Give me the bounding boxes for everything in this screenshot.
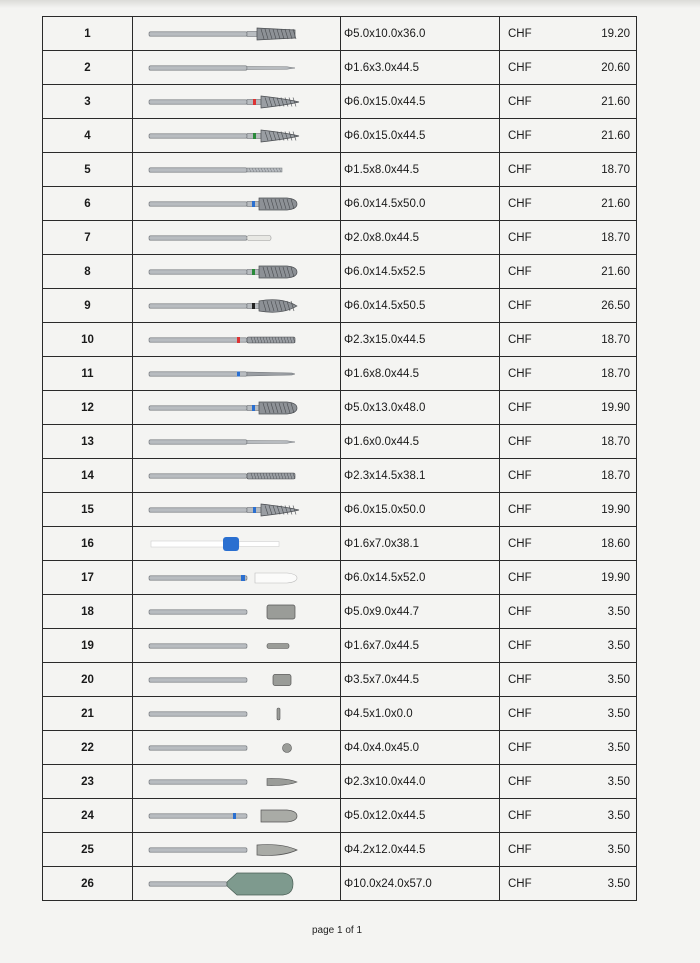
item-number: 23: [43, 765, 133, 799]
table-row: [43, 527, 637, 561]
price-value: 18.70: [601, 367, 630, 380]
bur-image: [137, 430, 337, 454]
shank: [149, 235, 247, 239]
bur-head: [282, 743, 291, 752]
item-number: 10: [43, 323, 133, 357]
shank: [149, 711, 247, 715]
scan-edge: [0, 0, 700, 8]
currency: CHF: [508, 775, 532, 788]
bur-image: [137, 872, 337, 896]
bur-head: [267, 605, 295, 619]
bur-head: [255, 573, 297, 583]
currency: CHF: [508, 231, 532, 244]
price-cell: [500, 153, 637, 187]
item-number: 26: [43, 867, 133, 901]
item-number: 14: [43, 459, 133, 493]
price-value: 3.50: [607, 741, 630, 754]
bur-head: [277, 708, 280, 720]
price-table: [42, 16, 637, 901]
table-row: [43, 323, 637, 357]
price-cell: [500, 425, 637, 459]
currency: CHF: [508, 877, 532, 890]
table-row: [43, 255, 637, 289]
price-value: 3.50: [607, 775, 630, 788]
shank: [149, 779, 247, 783]
price-value: 3.50: [607, 639, 630, 652]
shank: [149, 575, 247, 579]
shank: [149, 337, 247, 341]
item-number: 17: [43, 561, 133, 595]
item-dimensions: Φ1.6x7.0x38.1: [341, 527, 500, 561]
table-row: [43, 697, 637, 731]
product-image-cell: [133, 289, 341, 323]
bur-head: [267, 778, 297, 785]
bur-head: [247, 440, 295, 443]
currency: CHF: [508, 673, 532, 686]
bur-image: [137, 498, 337, 522]
color-ring: [253, 133, 256, 139]
currency: CHF: [508, 27, 532, 40]
bur-image: [137, 736, 337, 760]
bur-head: [247, 168, 282, 172]
item-number: 9: [43, 289, 133, 323]
bur-head: [273, 674, 291, 685]
item-number: 11: [43, 357, 133, 391]
price-value: 21.60: [601, 265, 630, 278]
table-row: [43, 629, 637, 663]
currency: CHF: [508, 401, 532, 414]
currency: CHF: [508, 843, 532, 856]
shank: [149, 133, 247, 137]
item-dimensions: Φ1.6x0.0x44.5: [341, 425, 500, 459]
bur-image: [137, 464, 337, 488]
item-dimensions: Φ4.2x12.0x44.5: [341, 833, 500, 867]
product-image-cell: [133, 697, 341, 731]
bur-head: [247, 337, 295, 343]
shank: [149, 303, 247, 307]
shank: [149, 473, 247, 477]
bur-head: [247, 66, 295, 69]
bur-image: [137, 770, 337, 794]
currency: CHF: [508, 333, 532, 346]
product-image-cell: [133, 731, 341, 765]
item-dimensions: Φ6.0x15.0x50.0: [341, 493, 500, 527]
product-image-cell: [133, 595, 341, 629]
item-dimensions: Φ2.3x14.5x38.1: [341, 459, 500, 493]
bur-image: [137, 532, 337, 556]
shank: [149, 99, 247, 103]
bur-head: [261, 810, 297, 822]
item-number: 13: [43, 425, 133, 459]
bur-image: [137, 702, 337, 726]
bur-head: [267, 643, 289, 648]
price-cell: [500, 187, 637, 221]
price-table-body: [43, 17, 637, 901]
price-value: 18.70: [601, 231, 630, 244]
price-value: 3.50: [607, 673, 630, 686]
price-cell: [500, 493, 637, 527]
product-image-cell: [133, 85, 341, 119]
table-row: [43, 391, 637, 425]
price-cell: [500, 799, 637, 833]
bur-image: [137, 804, 337, 828]
bur-head: [247, 473, 295, 479]
item-dimensions: Φ5.0x13.0x48.0: [341, 391, 500, 425]
price-cell: [500, 867, 637, 901]
product-image-cell: [133, 663, 341, 697]
item-number: 7: [43, 221, 133, 255]
currency: CHF: [508, 605, 532, 618]
price-cell: [500, 17, 637, 51]
item-number: 24: [43, 799, 133, 833]
price-cell: [500, 527, 637, 561]
price-value: 3.50: [607, 809, 630, 822]
currency: CHF: [508, 809, 532, 822]
shank: [149, 507, 247, 511]
product-image-cell: [133, 255, 341, 289]
item-number: 15: [43, 493, 133, 527]
shank: [149, 65, 247, 69]
price-cell: [500, 765, 637, 799]
price-cell: [500, 595, 637, 629]
price-cell: [500, 357, 637, 391]
price-cell: [500, 289, 637, 323]
table-row: [43, 357, 637, 391]
shank: [149, 677, 247, 681]
bur-image: [137, 260, 337, 284]
item-dimensions: Φ5.0x12.0x44.5: [341, 799, 500, 833]
price-value: 26.50: [601, 299, 630, 312]
product-image-cell: [133, 51, 341, 85]
currency: CHF: [508, 265, 532, 278]
currency: CHF: [508, 435, 532, 448]
color-ring: [237, 371, 240, 376]
item-dimensions: Φ6.0x14.5x50.0: [341, 187, 500, 221]
product-image-cell: [133, 561, 341, 595]
price-cell: [500, 561, 637, 595]
price-cell: [500, 459, 637, 493]
currency: CHF: [508, 197, 532, 210]
table-row: [43, 459, 637, 493]
shank: [149, 643, 247, 647]
bur-image: [137, 56, 337, 80]
table-row: [43, 187, 637, 221]
currency: CHF: [508, 95, 532, 108]
bur-image: [137, 668, 337, 692]
bur-image: [137, 294, 337, 318]
product-image-cell: [133, 765, 341, 799]
item-dimensions: Φ3.5x7.0x44.5: [341, 663, 500, 697]
bur-image: [137, 600, 337, 624]
bur-head: [151, 541, 279, 547]
item-dimensions: Φ4.0x4.0x45.0: [341, 731, 500, 765]
item-dimensions: Φ6.0x14.5x50.5: [341, 289, 500, 323]
currency: CHF: [508, 741, 532, 754]
color-ring: [237, 337, 240, 343]
item-dimensions: Φ5.0x10.0x36.0: [341, 17, 500, 51]
price-value: 19.20: [601, 27, 630, 40]
currency: CHF: [508, 163, 532, 176]
price-cell: [500, 697, 637, 731]
price-value: 19.90: [601, 503, 630, 516]
product-image-cell: [133, 187, 341, 221]
item-dimensions: Φ2.3x15.0x44.5: [341, 323, 500, 357]
shank: [149, 813, 247, 817]
item-number: 2: [43, 51, 133, 85]
bur-image: [137, 192, 337, 216]
item-number: 6: [43, 187, 133, 221]
price-value: 3.50: [607, 605, 630, 618]
bur-head: [257, 844, 297, 855]
bur-image: [137, 362, 337, 386]
price-cell: [500, 629, 637, 663]
bur-head: [247, 28, 296, 40]
currency: CHF: [508, 537, 532, 550]
shank: [149, 371, 247, 375]
item-dimensions: Φ4.5x1.0x0.0: [341, 697, 500, 731]
table-row: [43, 833, 637, 867]
table-row: [43, 799, 637, 833]
price-cell: [500, 119, 637, 153]
currency: CHF: [508, 299, 532, 312]
bur-image: [137, 566, 337, 590]
table-row: [43, 425, 637, 459]
product-image-cell: [133, 527, 341, 561]
item-number: 25: [43, 833, 133, 867]
currency: CHF: [508, 503, 532, 516]
item-number: 18: [43, 595, 133, 629]
bur-image: [137, 22, 337, 46]
product-image-cell: [133, 391, 341, 425]
shank: [149, 201, 247, 205]
currency: CHF: [508, 61, 532, 74]
price-value: 18.60: [601, 537, 630, 550]
product-image-cell: [133, 493, 341, 527]
item-number: 3: [43, 85, 133, 119]
currency: CHF: [508, 367, 532, 380]
item-number: 5: [43, 153, 133, 187]
shank: [149, 167, 247, 171]
table-row: [43, 663, 637, 697]
color-ring: [233, 813, 236, 819]
price-value: 3.50: [607, 843, 630, 856]
table-row: [43, 51, 637, 85]
table-row: [43, 493, 637, 527]
product-image-cell: [133, 357, 341, 391]
bur-head: [227, 873, 293, 895]
item-dimensions: Φ5.0x9.0x44.7: [341, 595, 500, 629]
shank: [149, 745, 247, 749]
item-number: 20: [43, 663, 133, 697]
table-row: [43, 153, 637, 187]
table-row: [43, 85, 637, 119]
table-row: [43, 221, 637, 255]
item-dimensions: Φ10.0x24.0x57.0: [341, 867, 500, 901]
shank: [149, 405, 247, 409]
price-value: 18.70: [601, 435, 630, 448]
product-image-cell: [133, 867, 341, 901]
bur-image: [137, 634, 337, 658]
price-cell: [500, 221, 637, 255]
item-dimensions: Φ2.3x10.0x44.0: [341, 765, 500, 799]
item-number: 8: [43, 255, 133, 289]
price-cell: [500, 833, 637, 867]
price-value: 20.60: [601, 61, 630, 74]
item-dimensions: Φ2.0x8.0x44.5: [341, 221, 500, 255]
bur-head: [247, 235, 271, 240]
color-ring: [252, 405, 255, 411]
table-row: [43, 119, 637, 153]
price-value: 21.60: [601, 197, 630, 210]
color-ring: [252, 303, 255, 309]
price-cell: [500, 85, 637, 119]
product-image-cell: [133, 153, 341, 187]
shank: [149, 439, 247, 443]
price-value: 18.70: [601, 469, 630, 482]
table-row: [43, 561, 637, 595]
shank: [149, 847, 247, 851]
item-number: 1: [43, 17, 133, 51]
page-footer: page 1 of 1: [312, 925, 363, 936]
color-ring: [253, 507, 256, 513]
item-number: 16: [43, 527, 133, 561]
bur-image: [137, 396, 337, 420]
item-dimensions: Φ6.0x14.5x52.0: [341, 561, 500, 595]
product-image-cell: [133, 221, 341, 255]
bur-image: [137, 124, 337, 148]
table-row: [43, 765, 637, 799]
item-number: 19: [43, 629, 133, 663]
price-cell: [500, 255, 637, 289]
currency: CHF: [508, 571, 532, 584]
bur-image: [137, 838, 337, 862]
item-number: 22: [43, 731, 133, 765]
item-dimensions: Φ1.6x8.0x44.5: [341, 357, 500, 391]
price-cell: [500, 51, 637, 85]
product-image-cell: [133, 425, 341, 459]
price-value: 18.70: [601, 333, 630, 346]
bur-head: [247, 372, 295, 376]
product-image-cell: [133, 459, 341, 493]
price-cell: [500, 323, 637, 357]
price-value: 19.90: [601, 401, 630, 414]
product-image-cell: [133, 119, 341, 153]
product-image-cell: [133, 17, 341, 51]
product-image-cell: [133, 833, 341, 867]
table-row: [43, 867, 637, 901]
color-ring: [253, 99, 256, 105]
currency: CHF: [508, 129, 532, 142]
price-value: 18.70: [601, 163, 630, 176]
price-value: 21.60: [601, 95, 630, 108]
color-ring: [252, 269, 255, 275]
color-ring: [252, 201, 255, 207]
item-dimensions: Φ1.6x7.0x44.5: [341, 629, 500, 663]
shank: [149, 881, 227, 885]
item-number: 21: [43, 697, 133, 731]
item-number: 12: [43, 391, 133, 425]
price-value: 21.60: [601, 129, 630, 142]
color-ring: [241, 575, 245, 581]
item-dimensions: Φ6.0x15.0x44.5: [341, 119, 500, 153]
item-number: 4: [43, 119, 133, 153]
item-dimensions: Φ1.5x8.0x44.5: [341, 153, 500, 187]
price-cell: [500, 391, 637, 425]
bur-image: [137, 90, 337, 114]
shank: [149, 31, 247, 35]
table-row: [43, 17, 637, 51]
bur-image: [137, 158, 337, 182]
price-cell: [500, 663, 637, 697]
color-ring: [223, 537, 239, 551]
shank: [149, 609, 247, 613]
price-value: 3.50: [607, 877, 630, 890]
item-dimensions: Φ1.6x3.0x44.5: [341, 51, 500, 85]
price-cell: [500, 731, 637, 765]
table-row: [43, 595, 637, 629]
currency: CHF: [508, 469, 532, 482]
product-image-cell: [133, 323, 341, 357]
item-dimensions: Φ6.0x14.5x52.5: [341, 255, 500, 289]
currency: CHF: [508, 707, 532, 720]
price-value: 19.90: [601, 571, 630, 584]
price-value: 3.50: [607, 707, 630, 720]
bur-image: [137, 328, 337, 352]
currency: CHF: [508, 639, 532, 652]
product-image-cell: [133, 629, 341, 663]
product-image-cell: [133, 799, 341, 833]
item-dimensions: Φ6.0x15.0x44.5: [341, 85, 500, 119]
table-row: [43, 731, 637, 765]
table-row: [43, 289, 637, 323]
shank: [149, 269, 247, 273]
bur-image: [137, 226, 337, 250]
